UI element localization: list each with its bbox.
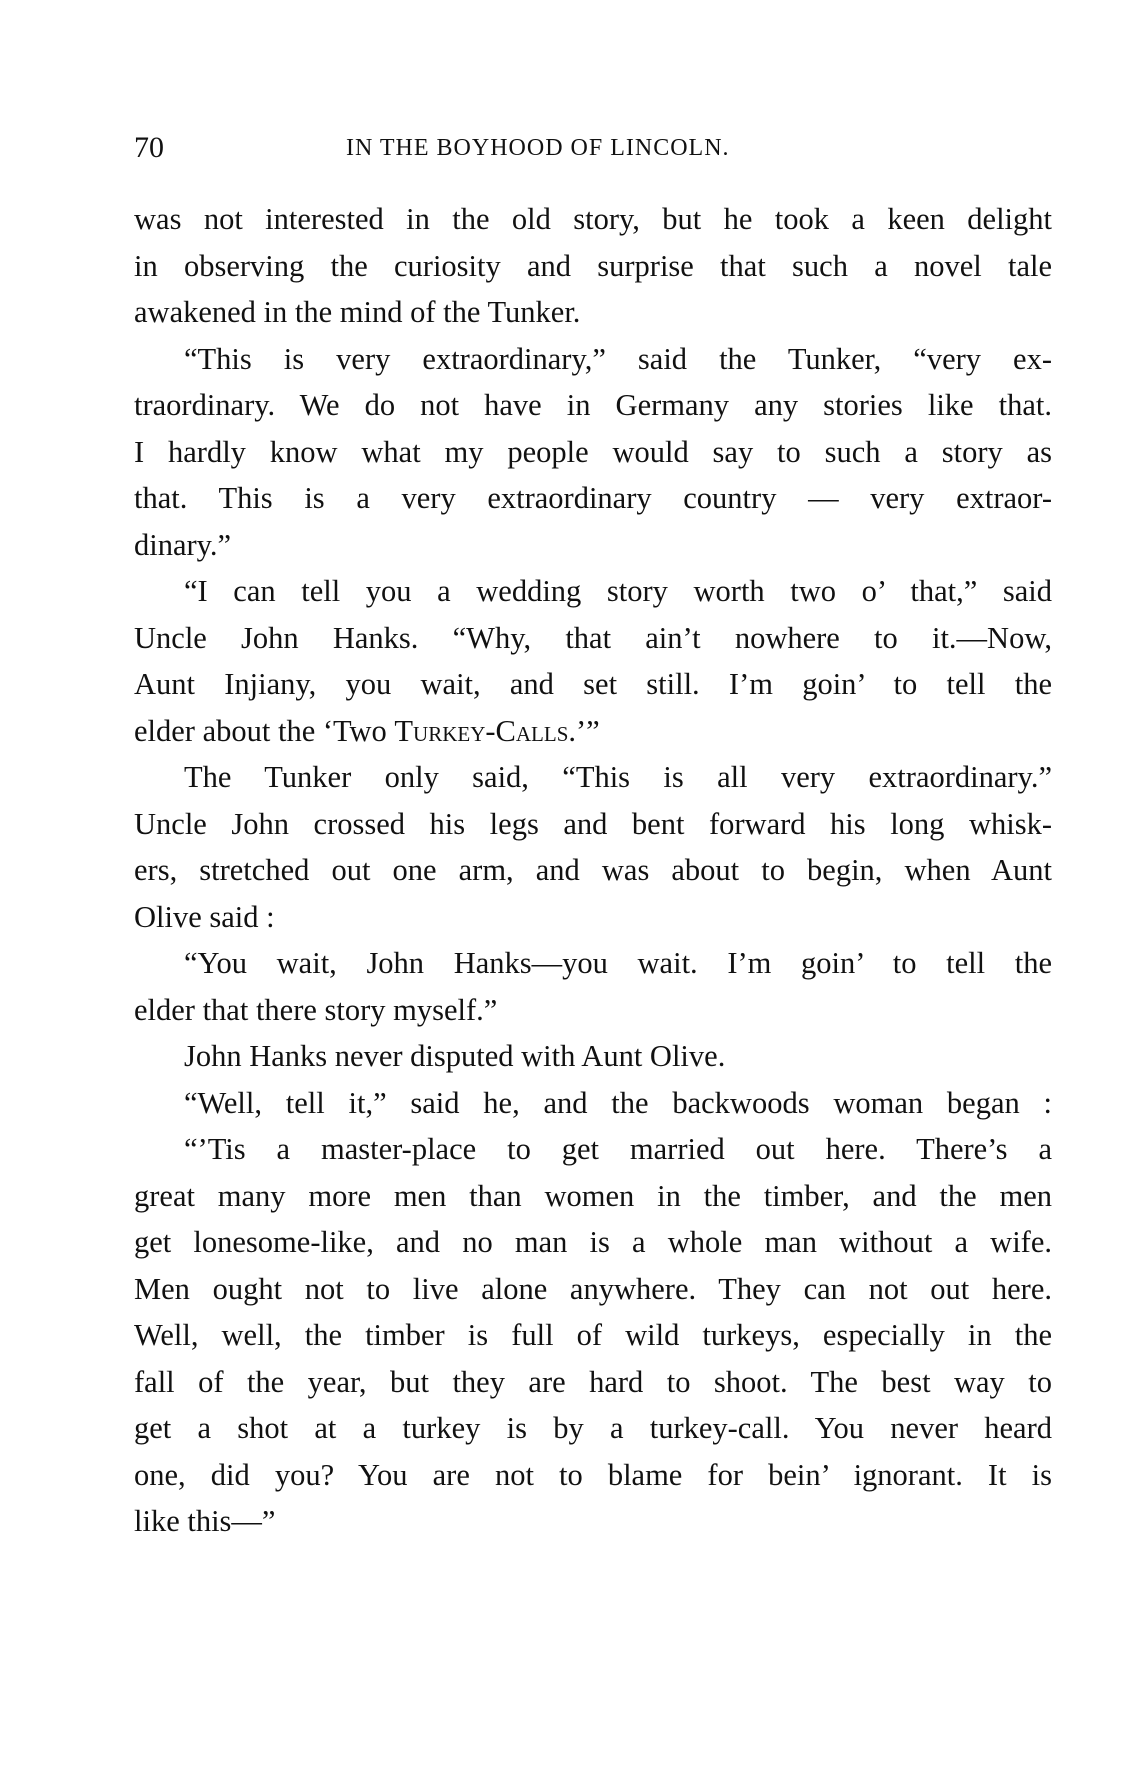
text-line: in observing the curiosity and surprise that such a novel tale [134,248,1052,283]
text-line: awakened in the mind of the Tunker. [134,295,581,329]
text-line: Olive said : [134,899,275,934]
text-line: I hardly know what my people would say to such a story as [134,434,1052,469]
text-line: was not interested in the old story, but he took a keen delight [134,202,1052,236]
text-line: Men ought not to live alone anywhere. They can not out here. [134,1271,1052,1306]
text-line: “This is very extraordinary,” said the Tunker, “very ex- [184,341,1052,376]
text-line: traordinary. We do not have in Germany any stories like that. [134,388,1052,422]
page-number: 70 [134,131,164,164]
text-line: The Tunker only said, “This is all very extraordinary.” [184,760,1052,794]
text-line: elder about the ‘Two Turkey-Calls.’” [134,713,600,748]
text-line: Well, well, the timber is full of wild turkeys, especially in the [134,1318,1052,1352]
text-line: “’Tis a master-place to get married out here. There’s a [184,1132,1052,1166]
text-line: great many more men than women in the timber, and the men [134,1178,1052,1213]
text-line: elder that there story myself.” [134,992,498,1027]
text-line: “You wait, John Hanks—you wait. I’m goin’ to tell the [184,946,1052,980]
text-line: one, did you? You are not to blame for bein’ ignorant. It is [134,1457,1052,1492]
text-line: John Hanks never disputed with Aunt Olive. [184,1039,726,1073]
running-title: IN THE BOYHOOD OF LINCOLN. [346,135,730,161]
text-line: like this—” [134,1504,276,1538]
text-line: fall of the year, but they are hard to shoot. The best way to [134,1364,1052,1399]
text-line: “I can tell you a wedding story worth two o’ that,” said [184,574,1052,608]
text-line: ers, stretched out one arm, and was about to begin, when Aunt [134,853,1052,887]
text-line: dinary.” [134,527,232,562]
running-head [134,128,1064,168]
text-line: get a shot at a turkey is by a turkey-call. You never heard [134,1411,1052,1445]
text-line: that. This is a very extraordinary country — very extraor- [134,481,1052,515]
text-line: get lonesome-like, and no man is a whole man without a wife. [134,1225,1052,1259]
text-line: Uncle John crossed his legs and bent forward his long whisk- [134,806,1052,841]
body-text [134,196,1052,1545]
text-line: Uncle John Hanks. “Why, that ain’t nowhere to it.—Now, [134,620,1052,655]
text-line: Aunt Injiany, you wait, and set still. I’m goin’ to tell the [134,667,1052,701]
text-line: “Well, tell it,” said he, and the backwoods woman began : [184,1085,1052,1120]
